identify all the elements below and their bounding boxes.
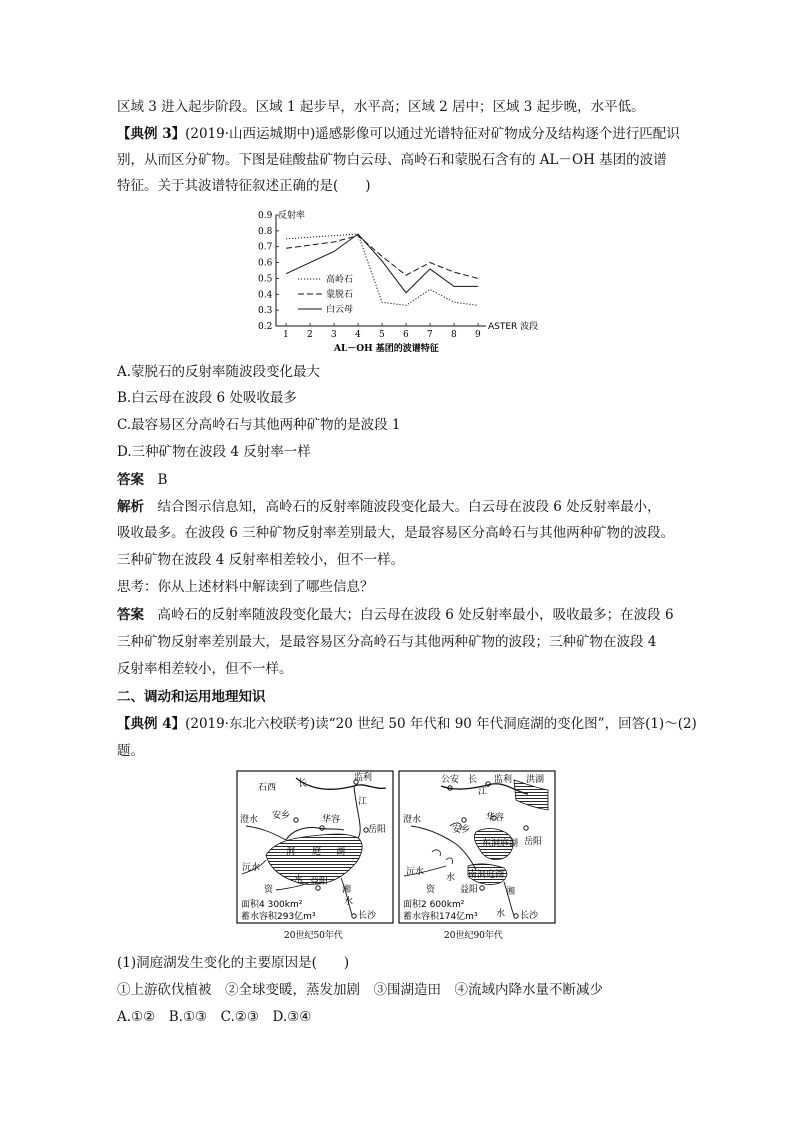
- example3-line3: 特征。关于其波谱特征叙述正确的是( ): [117, 178, 371, 194]
- map90-label-0: 公安: [441, 775, 460, 785]
- example3-tag: 【典例 3】: [117, 126, 186, 142]
- option-b: B.白云母在波段 6 处吸收最多: [117, 390, 297, 406]
- map50-label-7: 岳阳: [368, 825, 387, 835]
- map50-label-8: 洞: [286, 847, 296, 857]
- y-tick-label-3: 0.6: [258, 258, 273, 269]
- y-tick-label-2: 0.7: [258, 242, 273, 253]
- map50-label-17: 长沙: [358, 911, 377, 921]
- map90-label-13: 资: [426, 885, 436, 895]
- map50-label-13: 水: [294, 875, 304, 885]
- section-heading: 二、调动和运用地理知识: [117, 689, 266, 705]
- map90-label-6: 安乡: [452, 825, 471, 835]
- intro-line: 区域 3 进入起步阶段。区域 1 起步早，水平高；区域 2 居中；区域 3 起步晚，水平低。: [117, 99, 645, 115]
- x-tick-label-4: 5: [379, 330, 385, 340]
- map50-label-15: 湘: [342, 885, 352, 895]
- spectrum-chart: [250, 205, 550, 359]
- x-tick-label-6: 7: [427, 330, 433, 340]
- map90-area: 面积2 600km²: [403, 900, 465, 910]
- map90-label-12: 南洞庭湖: [468, 870, 505, 880]
- answer2-line3: 反射率相差较小，但不一样。: [117, 661, 293, 677]
- x-tick-label-7: 8: [451, 330, 457, 340]
- question1: (1)洞庭湖发生变化的主要原因是( ): [117, 955, 350, 971]
- map50-label-3: 江: [358, 797, 368, 807]
- x-tick-label-1: 2: [307, 330, 313, 340]
- map90-caption: 20世纪90年代: [444, 931, 503, 941]
- explanation-line3: 三种矿物在波段 4 反射率相差较小，但不一样。: [117, 552, 405, 568]
- map90-label-11: 水: [446, 873, 456, 883]
- answer2-label: 答案: [117, 607, 144, 623]
- y-tick-label-4: 0.5: [258, 274, 273, 285]
- map50-label-1: 长: [298, 779, 308, 789]
- legend-label-1: 蒙脱石: [326, 290, 354, 300]
- answer-line: [117, 470, 167, 490]
- example3-line2: 别，从而区分矿物。下图是硅酸盐矿物白云母、高岭石和蒙脱石含有的 AL－OH 基团的波谱: [117, 152, 667, 168]
- map50-label-0: 石西: [258, 783, 277, 793]
- example3-line1: [117, 124, 680, 144]
- map50-label-11: 沅水: [242, 863, 261, 873]
- answer2-line1: 答案 高岭石的反射率随波段变化最大；白云母在波段 6 处反射率最小，吸收最多；在波段 6: [117, 607, 674, 623]
- map90-label-2: 江: [478, 787, 488, 797]
- map90-label-17: 长沙: [520, 911, 539, 921]
- y-tick-label-1: 0.8: [258, 226, 273, 237]
- y-tick-label-7: 0.2: [258, 322, 273, 332]
- map90-label-9: 岳阳: [524, 837, 543, 847]
- y-tick-label-6: 0.3: [258, 306, 273, 317]
- option-d: D.三种矿物在波段 4 反射率一样: [117, 444, 311, 460]
- answer-label: 答案: [117, 472, 144, 488]
- answer-value: B: [157, 472, 168, 488]
- map90-label-16: 水: [496, 909, 506, 919]
- map50-label-9: 庭: [312, 847, 322, 857]
- example4-tag: 【典例 4】: [117, 716, 186, 732]
- x-tick-label-5: 6: [403, 330, 409, 340]
- x-tick-label-2: 3: [331, 330, 337, 340]
- map50-label-12: 资: [264, 885, 274, 895]
- map90-label-14: 益阳: [460, 885, 479, 895]
- series-line-1: [286, 236, 478, 279]
- map50-label-2: 监利: [354, 773, 373, 783]
- map50-label-5: 安乡: [272, 811, 291, 821]
- example3-text1: (2019·山西运城期中)遥感影像可以通过光谱特征对矿物成分及结构逐个进行匹配识: [185, 126, 680, 142]
- map90-label-7: 华容: [486, 813, 505, 823]
- option-c: C.最容易区分高岭石与其他两种矿物的是波段 1: [117, 417, 401, 433]
- series-line-2: [286, 234, 478, 293]
- x-tick-label-0: 1: [283, 330, 289, 340]
- map50-caption: 20世纪50年代: [284, 931, 343, 941]
- map90-label-10: 沅水: [406, 867, 425, 877]
- y-tick-label-0: 0.9: [258, 211, 273, 221]
- map90-label-1: 长: [468, 775, 478, 785]
- map50-label-14: 益阳: [310, 877, 329, 887]
- map-1950s: [237, 771, 393, 923]
- dongting-maps: [236, 770, 556, 949]
- x-tick-label-3: 4: [355, 330, 361, 340]
- map90-label-5: 澄水: [403, 815, 422, 825]
- y-axis-label: 反射率: [278, 211, 306, 221]
- example4-line1: 【典例 4】(2019·东北六校联考)读“20 世纪 50 年代和 90 年代洞庭湖的变化图”，回答(1)～(2): [117, 716, 697, 732]
- option-a: A.蒙脱石的反射率随波段变化最大: [117, 364, 321, 380]
- x-tick-label-8: 9: [475, 330, 481, 340]
- legend-label-0: 高岭石: [326, 275, 354, 285]
- example4-line2: 题。: [117, 743, 144, 759]
- map50-volume: 蓄水容积293亿m³: [241, 912, 316, 922]
- question1-items: ①上游砍伐植被 ②全球变暖，蒸发加剧 ③围湖造田 ④流域内降水量不断减少: [117, 982, 603, 998]
- map90-label-15: 湘: [506, 887, 516, 897]
- answer2-line2: 三种矿物反射率差别最大，是最容易区分高岭石与其他两种矿物的波段；三种矿物在波段 4: [117, 634, 657, 650]
- map50-label-6: 华容: [322, 815, 341, 825]
- map90-volume: 蓄水容积174亿m³: [403, 912, 478, 922]
- legend-label-2: 白云母: [326, 305, 354, 315]
- map90-label-3: 监利: [494, 775, 513, 785]
- explanation-line1: 解析 结合图示信息知，高岭石的反射率随波段变化最大。白云母在波段 6 处反射率最小，: [117, 499, 661, 515]
- x-axis-label: ASTER 波段: [488, 322, 539, 332]
- question1-options: A.①② B.①③ C.②③ D.③④: [117, 1009, 312, 1025]
- map90-label-8: 东洞庭湖: [482, 839, 519, 849]
- map50-label-10: 湖: [336, 847, 346, 857]
- map90-label-4: 洪湖: [526, 775, 545, 785]
- think-line: 思考：你从上述材料中解读到了哪些信息？: [117, 579, 374, 595]
- explanation-line2: 吸收最多。在波段 6 三种矿物反射率差别最大，是最容易区分高岭石与其他两种矿物的波段。: [117, 525, 675, 541]
- chart-caption: AL－OH 基团的波谱特征: [334, 344, 439, 354]
- explanation-label: 解析: [117, 499, 144, 515]
- map50-area: 面积4 300km²: [241, 900, 303, 910]
- map50-label-16: 水: [344, 897, 354, 907]
- map50-label-4: 澄水: [240, 815, 259, 825]
- map-1990s: [399, 771, 555, 923]
- y-tick-label-5: 0.4: [258, 290, 273, 301]
